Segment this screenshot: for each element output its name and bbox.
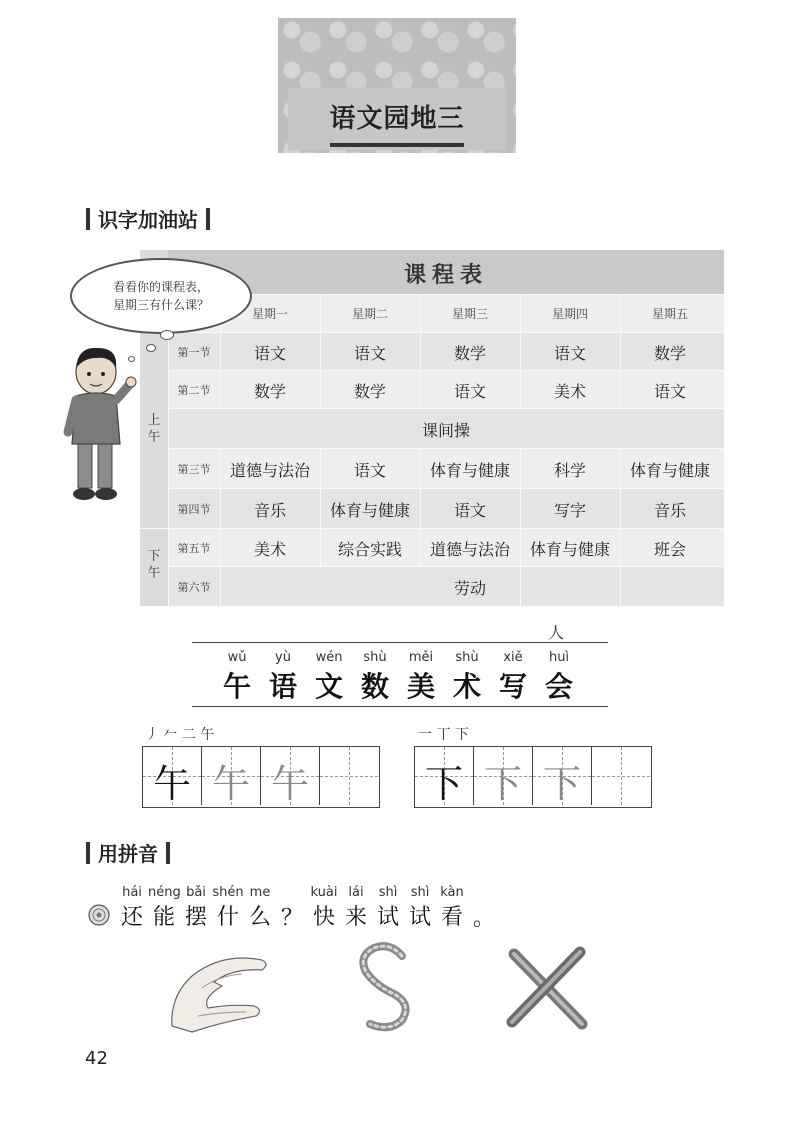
timetable-cell: 语文	[653, 382, 686, 401]
period-label: 第二节	[177, 384, 211, 397]
hanzi: 术	[452, 670, 481, 703]
sentence-char	[308, 885, 340, 932]
hanzi: 看	[440, 905, 463, 930]
sentence-char	[276, 885, 308, 932]
timetable-cell: 语文	[453, 382, 486, 401]
timetable-cell: 语文	[553, 344, 586, 363]
timetable-cell: 语文	[353, 461, 386, 480]
timetable-cell: 语文	[253, 344, 286, 363]
hanzi: 语	[268, 670, 297, 703]
grid-line	[168, 448, 724, 449]
grid-line	[168, 488, 724, 489]
pinyin: shén	[212, 885, 244, 900]
section-bar-right	[206, 208, 210, 230]
hanzi: 午	[222, 670, 251, 703]
hanzi: 试	[376, 905, 399, 930]
pinyin: hái	[122, 885, 142, 900]
speech-bubble	[70, 258, 252, 334]
section-title: 用拼音	[98, 842, 158, 866]
period-label: 第六节	[177, 581, 211, 594]
sentence-char	[244, 885, 276, 932]
grid-cell	[533, 747, 592, 805]
grid-line	[168, 370, 724, 371]
sentence-char	[436, 885, 468, 932]
timetable-cell: 数学	[653, 344, 686, 363]
timetable-cell: 班会	[653, 540, 686, 559]
day-header: 星期五	[651, 307, 688, 321]
pinyin: huì	[548, 650, 570, 665]
pinyin: shì	[378, 885, 398, 900]
day-header: 星期三	[451, 307, 488, 321]
model-char: 午	[152, 762, 191, 806]
speaker-icon	[88, 904, 110, 926]
section-header-literacy	[78, 204, 218, 233]
hanzi: 文	[314, 670, 343, 703]
timetable-cell: 道德与法治	[229, 461, 310, 480]
sentence-char	[148, 885, 180, 932]
page-number: 42	[85, 1048, 108, 1069]
boy-illustration	[58, 340, 140, 510]
timetable-cell: 劳动	[453, 579, 486, 598]
timetable-cell: 体育与健康	[429, 461, 510, 480]
break-label: 课间操	[421, 421, 470, 440]
stroke-order: 一 丅 下	[418, 727, 469, 743]
afternoon-label: 下午	[147, 549, 161, 581]
timetable-cell: 体育与健康	[529, 540, 610, 559]
pinyin-sentence	[116, 885, 500, 932]
timetable-cell: 数学	[253, 382, 286, 401]
day-header: 星期四	[551, 307, 588, 321]
grid-cell	[320, 747, 378, 805]
bubble-line-2: 星期三有什么课？	[112, 298, 209, 312]
pinyin: shì	[410, 885, 430, 900]
character-item	[260, 650, 306, 705]
pinyin: xiě	[503, 650, 523, 665]
writing-grid	[414, 746, 652, 808]
hanzi: 什	[216, 905, 239, 930]
period-label: 第五节	[177, 542, 211, 555]
hanzi: ？	[280, 906, 303, 931]
hanzi: 么	[248, 905, 271, 930]
bubble-dot	[160, 330, 174, 340]
hanzi: 还	[120, 905, 143, 930]
timetable-cell: 体育与健康	[629, 461, 710, 480]
section-bar-left	[86, 208, 90, 230]
pinyin: kuài	[310, 885, 338, 900]
timetable-cell: 体育与健康	[329, 501, 410, 520]
grid-cell	[261, 747, 320, 805]
character-item	[214, 650, 260, 705]
sentence-char	[372, 885, 404, 932]
character-item	[306, 650, 352, 705]
grid-line	[168, 408, 724, 409]
day-header: 星期一	[251, 307, 288, 321]
timetable-cell: 综合实践	[337, 540, 402, 559]
stroke-order: 丿 𠂉 二 午	[145, 727, 215, 743]
section-header-pinyin	[78, 838, 178, 867]
sentence-char	[468, 885, 500, 932]
timetable-cell: 道德与法治	[429, 540, 510, 559]
radical-note: 人	[548, 623, 565, 642]
hanzi: 会	[544, 670, 573, 703]
pinyin: kàn	[440, 885, 464, 900]
timetable-cell: 数学	[353, 382, 386, 401]
pinyin: bǎi	[186, 885, 206, 900]
grid-line	[140, 528, 724, 529]
day-header: 星期二	[351, 307, 388, 321]
model-char: 下	[424, 762, 463, 806]
hanzi: 数	[360, 670, 389, 703]
period-label: 第四节	[177, 503, 211, 516]
grid-cell	[202, 747, 261, 805]
hanzi: 摆	[184, 905, 207, 930]
bubble-dot	[146, 344, 156, 352]
section-bar-right	[166, 842, 170, 864]
grid-cell	[592, 747, 650, 805]
sentence-char	[212, 885, 244, 932]
character-item	[536, 650, 582, 705]
sentence-char	[116, 885, 148, 932]
character-item	[352, 650, 398, 705]
grid-cell	[474, 747, 533, 805]
pinyin: néng	[148, 885, 181, 900]
hanzi: 写	[498, 670, 527, 703]
pinyin: yù	[275, 650, 291, 665]
timetable-cell: 科学	[553, 461, 586, 480]
title-underline	[330, 143, 464, 147]
bubble-dot	[128, 356, 135, 362]
trace-char: 午	[211, 762, 250, 806]
hanzi: 快	[312, 905, 335, 930]
period-label: 第一节	[177, 346, 211, 359]
grid-cell	[143, 747, 202, 805]
trace-char: 午	[270, 762, 309, 806]
pinyin: wén	[315, 650, 343, 665]
timetable-cell: 音乐	[253, 501, 286, 520]
period-label: 第三节	[177, 463, 211, 476]
pinyin: měi	[408, 650, 434, 665]
rule-bottom	[192, 706, 608, 707]
writing-grid	[142, 746, 380, 808]
pinyin: lái	[348, 885, 364, 900]
character-item	[444, 650, 490, 705]
timetable-cell: 美术	[553, 382, 586, 401]
grid-line	[168, 294, 169, 606]
character-item	[398, 650, 444, 705]
trace-char: 下	[542, 762, 581, 806]
hanzi: 美	[406, 670, 435, 703]
sticks-x-illustration	[500, 944, 592, 1032]
pinyin: shù	[363, 650, 387, 665]
rope-s-illustration	[350, 938, 420, 1036]
pinyin	[276, 885, 308, 901]
sentence-char	[180, 885, 212, 932]
sentence-char	[404, 885, 436, 932]
morning-label: 上午	[147, 413, 161, 445]
pinyin: me	[249, 885, 271, 900]
hanzi: 试	[408, 905, 431, 930]
trace-char: 下	[483, 762, 522, 806]
section-bar-left	[86, 842, 90, 864]
grid-line	[168, 332, 724, 333]
pinyin: wǔ	[227, 650, 247, 665]
timetable-cell: 美术	[253, 540, 286, 559]
pinyin	[468, 885, 500, 901]
timetable-cell: 数学	[453, 344, 486, 363]
timetable-cell: 语文	[453, 501, 486, 520]
hand-c-illustration	[162, 946, 274, 1034]
page-title: 语文园地三	[329, 104, 465, 134]
timetable-title: 课程表	[403, 263, 488, 288]
timetable-cell: 音乐	[653, 501, 686, 520]
character-item	[490, 650, 536, 705]
hanzi: 来	[344, 905, 367, 930]
timetable-cell: 写字	[553, 501, 586, 520]
section-title: 识字加油站	[98, 208, 198, 232]
bubble-line-1: 看看你的课程表，	[112, 280, 209, 294]
pinyin: shù	[455, 650, 479, 665]
hanzi: 。	[472, 906, 495, 931]
rule-top	[192, 642, 608, 643]
grid-line	[168, 566, 724, 567]
character-row	[214, 650, 582, 705]
sentence-char	[340, 885, 372, 932]
hanzi: 能	[152, 905, 175, 930]
grid-cell	[415, 747, 474, 805]
timetable-cell: 语文	[353, 344, 386, 363]
